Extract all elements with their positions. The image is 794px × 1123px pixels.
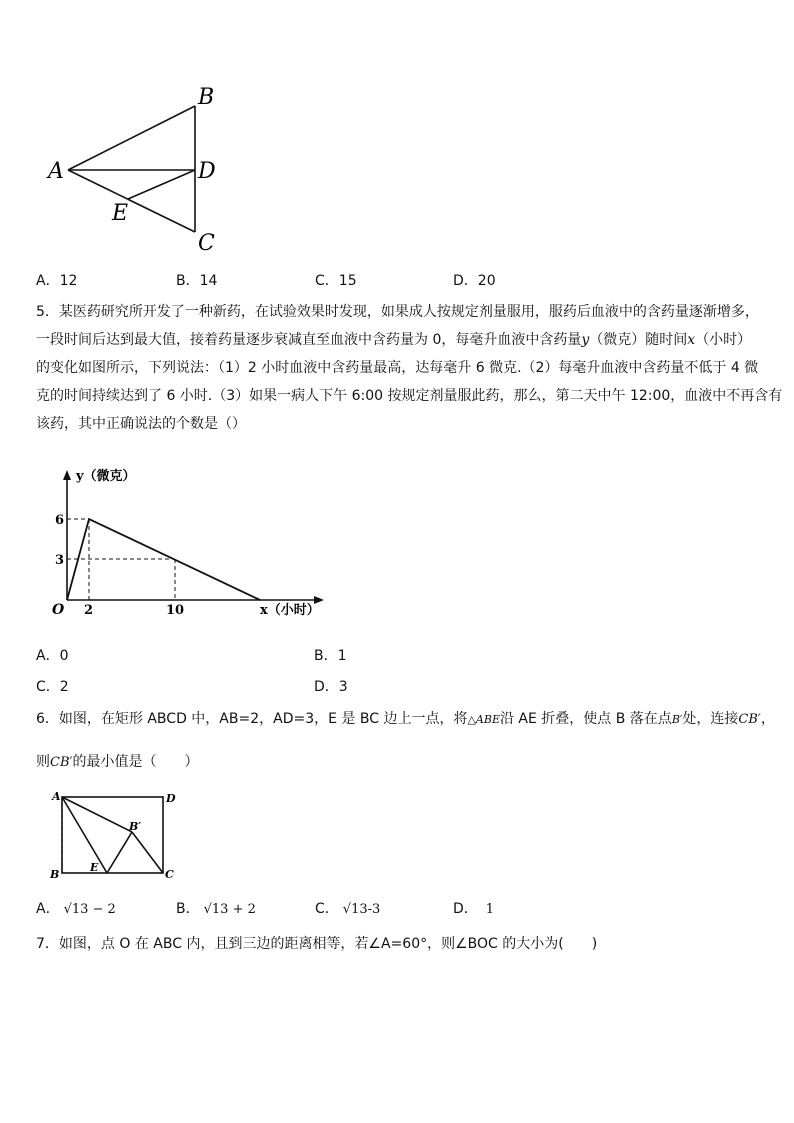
q5-y-axis-label: y（微克） bbox=[76, 469, 136, 484]
q5-dosage-graph bbox=[40, 462, 340, 622]
q5-option-b: B．1 bbox=[314, 648, 347, 664]
q6-label-B1: B′ bbox=[129, 820, 142, 833]
q4-option-a: A．12 bbox=[36, 273, 78, 289]
q5-x-axis-label: x（小时） bbox=[260, 603, 320, 618]
q5-line-4: 克的时间持续达到了 6 小时.（3）如果一病人下午 6:00 按规定剂量服此药，那么，第二天中午 12:00，血液中不再含有 bbox=[36, 388, 783, 404]
q4-option-d: D．20 bbox=[453, 273, 496, 289]
q5-line-5: 该药，其中正确说法的个数是（） bbox=[36, 416, 246, 432]
q4-option-c: C．15 bbox=[315, 273, 357, 289]
q6-line-1: 6．如图，在矩形 ABCD 中，AB=2，AD=3，E 是 BC 边上一点，将△ABE沿 AE 折叠，使点 B 落在点B′处，连接CB′， bbox=[36, 711, 775, 727]
q5-option-c: C．2 bbox=[36, 679, 69, 695]
q6-option-a: A． √13 − 2 bbox=[36, 901, 116, 917]
q4-triangle-figure bbox=[40, 80, 240, 260]
q5-line-3: 的变化如图所示，下列说法：（1）2 小时血液中含药量最高，达每毫升 6 微克.（2）每毫升血液中含药量不低于 4 微 bbox=[36, 360, 759, 376]
q6-label-B: B bbox=[50, 868, 60, 881]
q6-option-c: C． √13-3 bbox=[315, 901, 381, 917]
q6-option-d: D． 1 bbox=[453, 901, 495, 917]
q6-label-A: A bbox=[52, 790, 61, 803]
q4-label-B: B bbox=[198, 85, 215, 110]
q5-x-tick-2: 2 bbox=[84, 603, 94, 618]
q5-origin-label: O bbox=[52, 602, 65, 618]
q5-y-tick-3: 3 bbox=[55, 553, 65, 568]
q5-x-tick-10: 10 bbox=[166, 603, 185, 618]
q6-label-D: D bbox=[166, 792, 176, 805]
q6-label-C: C bbox=[165, 868, 174, 881]
q5-y-tick-6: 6 bbox=[55, 513, 65, 528]
q5-option-a: A．0 bbox=[36, 648, 69, 664]
q4-label-E: E bbox=[112, 201, 129, 226]
q4-label-C: C bbox=[198, 231, 215, 256]
q6-option-b: B． √13 + 2 bbox=[176, 901, 256, 917]
q5-option-d: D．3 bbox=[314, 679, 348, 695]
q5-question-text bbox=[36, 298, 783, 438]
q4-option-b: B．14 bbox=[176, 273, 218, 289]
q6-rectangle-figure bbox=[44, 788, 194, 883]
q6-question-text bbox=[36, 704, 775, 778]
q5-line-2: 一段时间后达到最大值，接着药量逐步衰减直至血液中含药量为 0，每毫升血液中含药量y（微克）随时间x（小时） bbox=[36, 332, 752, 348]
q4-label-A: A bbox=[48, 159, 64, 184]
q7-question-text: 7．如图，点 O 在 ABC 内，且到三边的距离相等，若∠A=60°，则∠BOC 的大小为( ) bbox=[36, 936, 598, 952]
q4-label-D: D bbox=[198, 159, 216, 184]
q5-line-1: 5．某医药研究所开发了一种新药，在试验效果时发现，如果成人按规定剂量服用，服药后血液中的含药量逐渐增多， bbox=[36, 304, 759, 320]
q6-label-E: E bbox=[90, 861, 99, 874]
q6-line-2: 则CB′的最小值是（ ） bbox=[36, 754, 199, 770]
